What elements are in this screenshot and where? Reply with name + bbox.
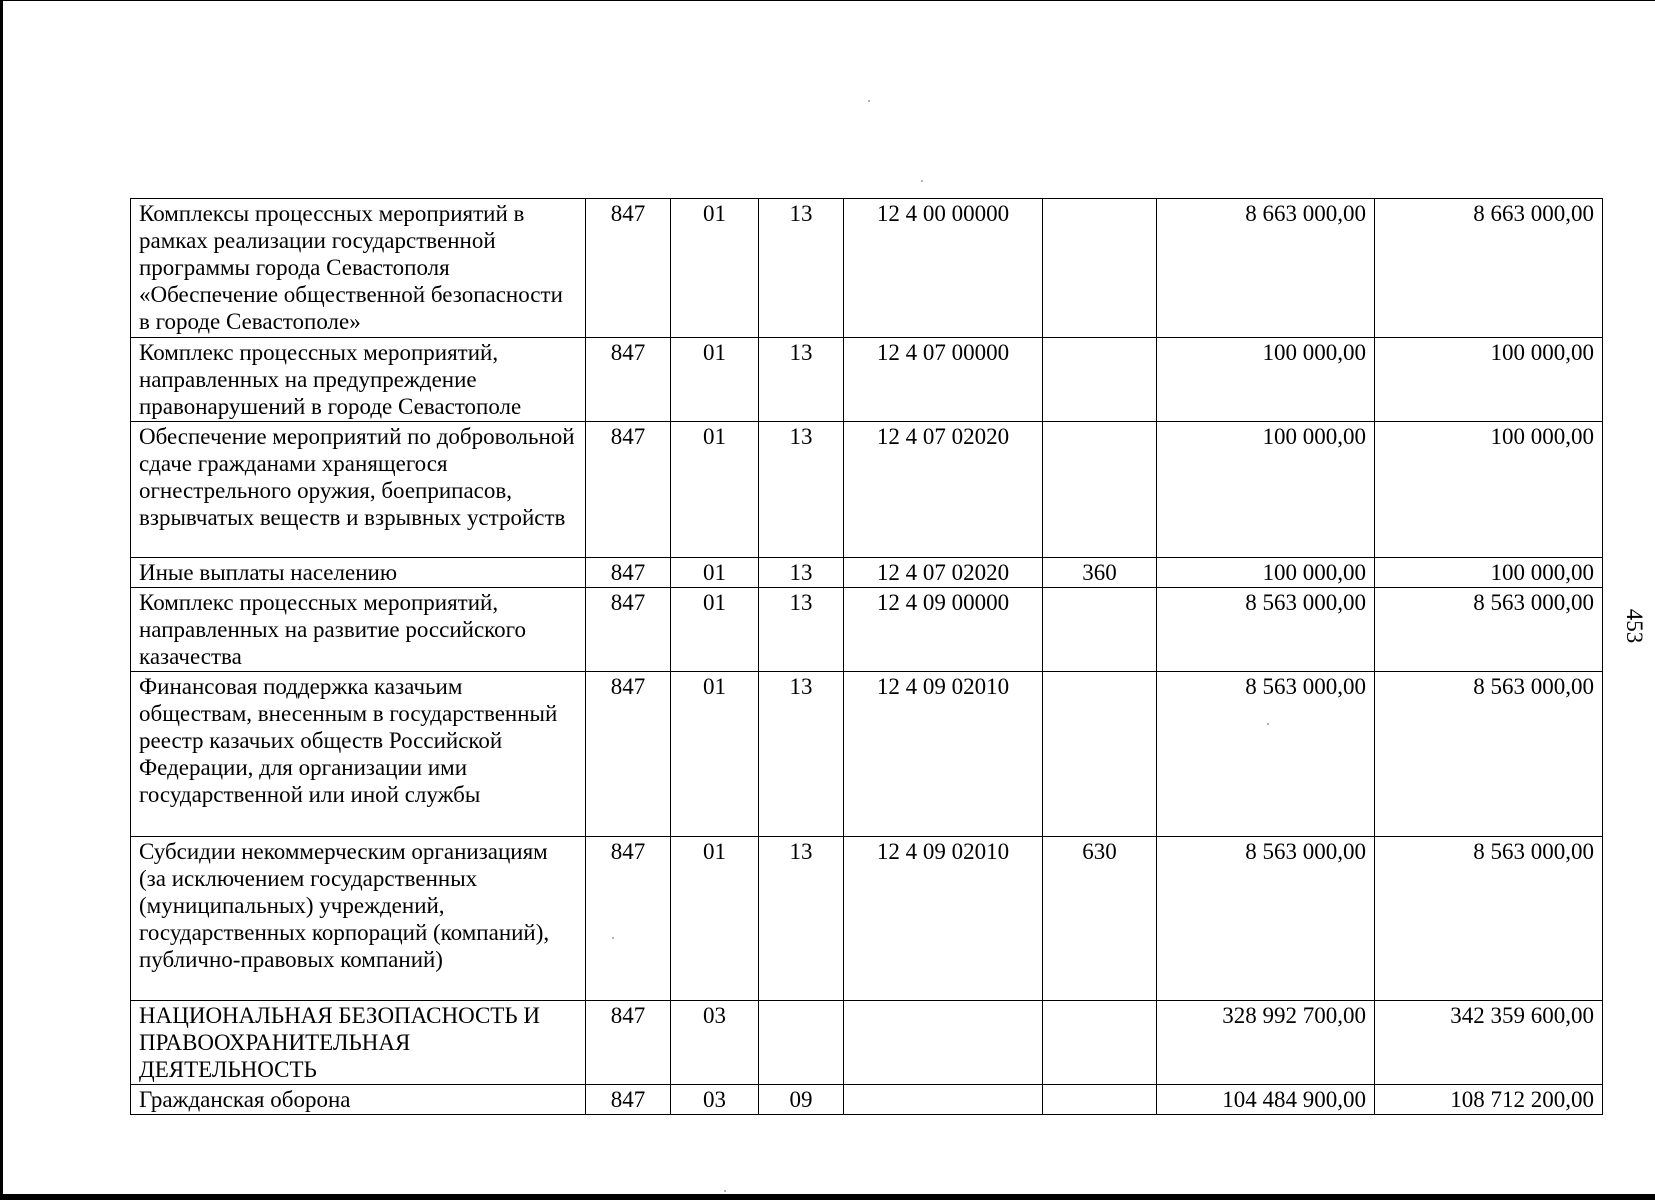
row-csr: 12 4 07 00000 (844, 338, 1043, 422)
row-sum-1: 100 000,00 (1157, 558, 1375, 588)
row-pr: 13 (759, 422, 844, 558)
row-sum-2: 342 359 600,00 (1375, 1001, 1603, 1085)
row-rz: 01 (671, 837, 759, 1001)
table-row (131, 422, 1603, 558)
row-ved: 847 (586, 558, 671, 588)
row-pr: 09 (759, 1085, 844, 1115)
row-rz: 01 (671, 588, 759, 672)
table-row (131, 1085, 1603, 1115)
row-rz: 03 (671, 1085, 759, 1115)
row-ved: 847 (586, 338, 671, 422)
row-csr: 12 4 09 02010 (844, 837, 1043, 1001)
table-row (131, 672, 1603, 837)
row-csr: 12 4 07 02020 (844, 558, 1043, 588)
row-ved: 847 (586, 837, 671, 1001)
row-sum-2: 8 563 000,00 (1375, 588, 1603, 672)
scan-speck (921, 180, 923, 182)
row-vr (1043, 1085, 1157, 1115)
row-ved: 847 (586, 199, 671, 338)
budget-table (130, 198, 1603, 1115)
row-vr (1043, 588, 1157, 672)
row-csr: 12 4 09 00000 (844, 588, 1043, 672)
row-ved: 847 (586, 1001, 671, 1085)
row-ved: 847 (586, 422, 671, 558)
row-vr (1043, 672, 1157, 837)
row-vr: 360 (1043, 558, 1157, 588)
row-pr: 13 (759, 837, 844, 1001)
row-name: Обеспечение мероприятий по добровольной сдаче гражданами хранящегося огнестрельного оружия, боеприпасов, взрывчатых веществ и взрывных устройств (131, 422, 586, 558)
row-vr (1043, 422, 1157, 558)
row-rz: 03 (671, 1001, 759, 1085)
row-sum-2: 100 000,00 (1375, 558, 1603, 588)
row-sum-1: 8 563 000,00 (1157, 672, 1375, 837)
row-pr: 13 (759, 558, 844, 588)
row-sum-2: 108 712 200,00 (1375, 1085, 1603, 1115)
row-name: Комплекс процессных мероприятий, направленных на предупреждение правонарушений в городе Севастополе (131, 338, 586, 422)
scan-edge-left (0, 0, 3, 1200)
table-row (131, 199, 1603, 338)
row-vr (1043, 338, 1157, 422)
row-sum-1: 8 563 000,00 (1157, 837, 1375, 1001)
row-sum-2: 8 563 000,00 (1375, 672, 1603, 837)
row-csr (844, 1001, 1043, 1085)
row-vr (1043, 1001, 1157, 1085)
row-sum-1: 8 563 000,00 (1157, 588, 1375, 672)
table-row (131, 1001, 1603, 1085)
row-name: Гражданская оборона (131, 1085, 586, 1115)
row-rz: 01 (671, 672, 759, 837)
scan-edge-top (0, 0, 1655, 1)
row-name: Комплекс процессных мероприятий, направленных на развитие российского казачества (131, 588, 586, 672)
row-sum-1: 104 484 900,00 (1157, 1085, 1375, 1115)
row-vr (1043, 199, 1157, 338)
row-vr: 630 (1043, 837, 1157, 1001)
row-name: Субсидии некоммерческим организациям (за исключением государственных (муниципальных) учреждений, государственных корпораций (компаний), публично-правовых компаний) (131, 837, 586, 1001)
row-ved: 847 (586, 588, 671, 672)
row-rz: 01 (671, 422, 759, 558)
table-row (131, 588, 1603, 672)
row-csr (844, 1085, 1043, 1115)
row-pr (759, 1001, 844, 1085)
row-pr: 13 (759, 672, 844, 837)
table-row (131, 558, 1603, 588)
page-number: 453 (1622, 608, 1647, 644)
row-csr: 12 4 07 02020 (844, 422, 1043, 558)
row-sum-1: 100 000,00 (1157, 338, 1375, 422)
row-csr: 12 4 09 02010 (844, 672, 1043, 837)
row-name: Иные выплаты населению (131, 558, 586, 588)
table-row (131, 837, 1603, 1001)
row-sum-1: 8 663 000,00 (1157, 199, 1375, 338)
scan-speck (868, 100, 870, 102)
row-name: НАЦИОНАЛЬНАЯ БЕЗОПАСНОСТЬ И ПРАВООХРАНИТЕЛЬНАЯ ДЕЯТЕЛЬНОСТЬ (131, 1001, 586, 1085)
table-row (131, 338, 1603, 422)
row-rz: 01 (671, 558, 759, 588)
row-sum-2: 100 000,00 (1375, 338, 1603, 422)
row-pr: 13 (759, 338, 844, 422)
row-rz: 01 (671, 338, 759, 422)
row-csr: 12 4 00 00000 (844, 199, 1043, 338)
scan-edge-bottom (0, 1194, 1655, 1200)
row-rz: 01 (671, 199, 759, 338)
row-ved: 847 (586, 672, 671, 837)
row-sum-1: 328 992 700,00 (1157, 1001, 1375, 1085)
row-name: Финансовая поддержка казачьим обществам, внесенным в государственный реестр казачьих обществ Российской Федерации, для организации ими государственной или иной службы (131, 672, 586, 837)
scan-speck (724, 1190, 726, 1192)
row-name: Комплексы процессных мероприятий в рамках реализации государственной программы города Севастополя «Обеспечение общественной безопасности в городе Севастополе» (131, 199, 586, 338)
row-sum-2: 100 000,00 (1375, 422, 1603, 558)
row-pr: 13 (759, 199, 844, 338)
row-sum-2: 8 663 000,00 (1375, 199, 1603, 338)
row-ved: 847 (586, 1085, 671, 1115)
row-sum-2: 8 563 000,00 (1375, 837, 1603, 1001)
row-pr: 13 (759, 588, 844, 672)
row-sum-1: 100 000,00 (1157, 422, 1375, 558)
